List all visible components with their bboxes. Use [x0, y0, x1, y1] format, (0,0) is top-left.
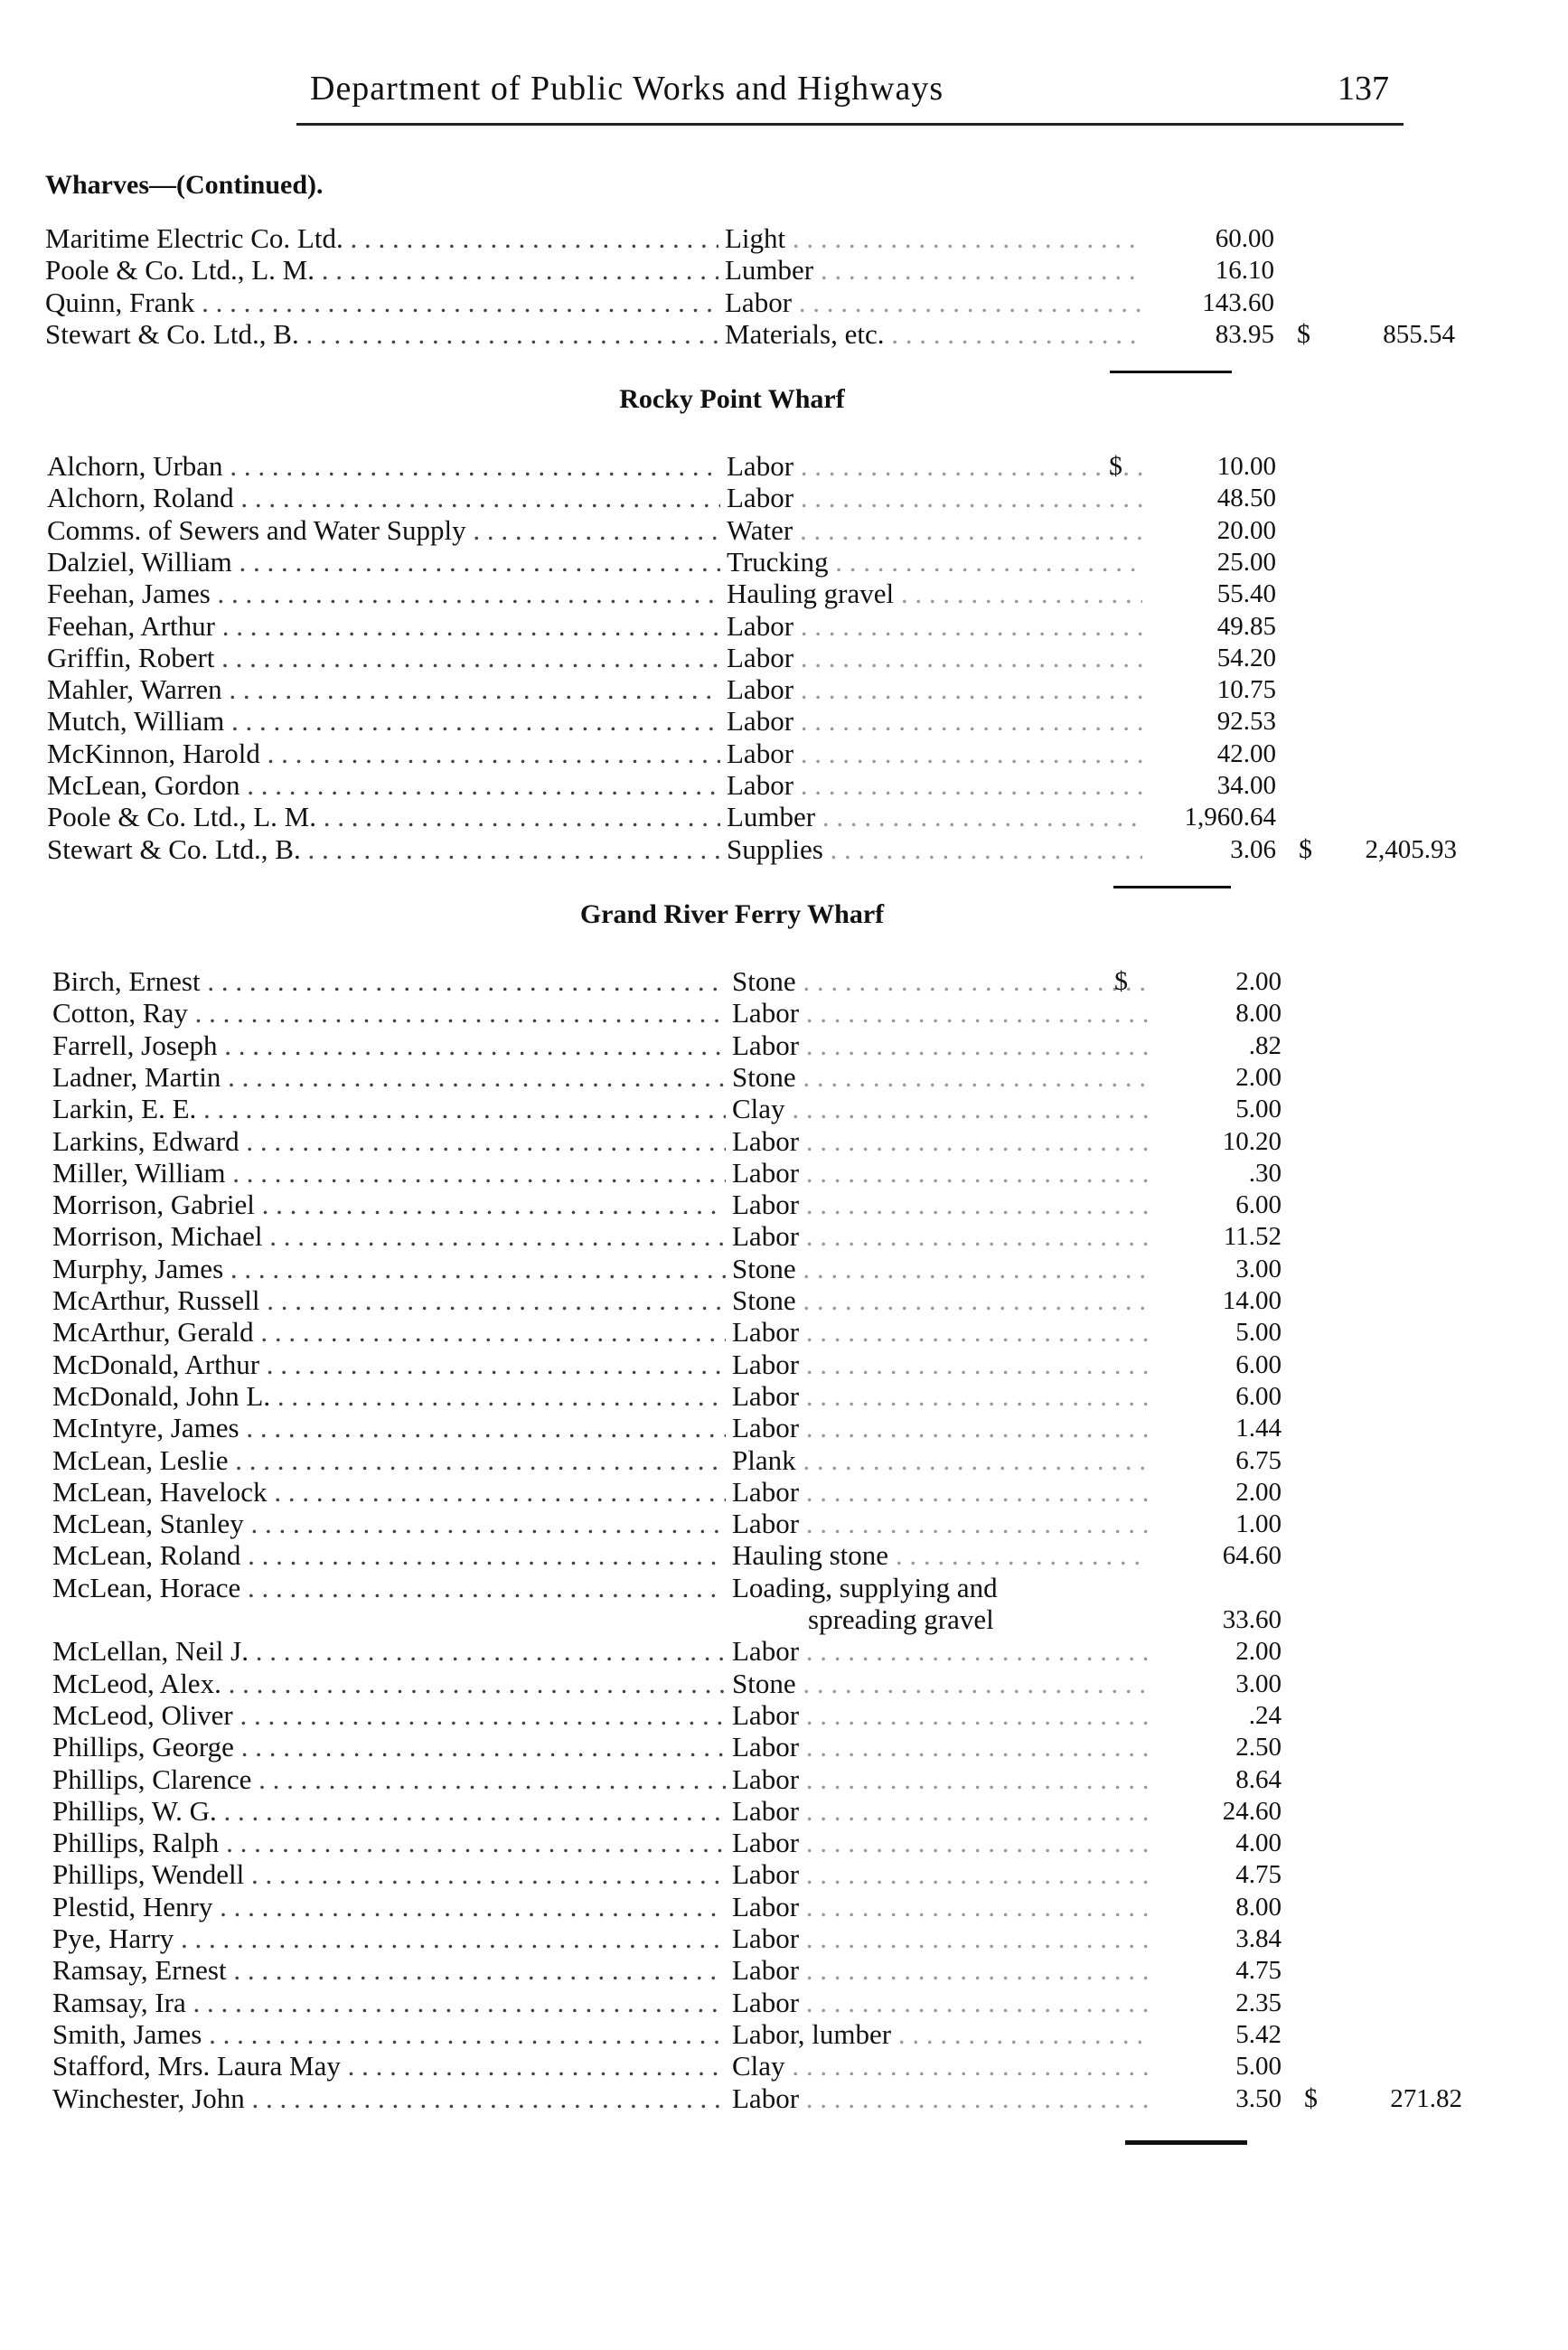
payee-name: Quinn, Frank . . .: [45, 287, 718, 319]
table-row: [52, 1539, 1426, 1572]
table-row: [52, 1635, 1426, 1668]
table-row: [47, 673, 1421, 706]
item-description: Labor . . .: [732, 1699, 1148, 1732]
amount-value: 6.00: [1235, 1381, 1282, 1411]
table-row: [45, 222, 1419, 255]
item-description: Labor . . .: [732, 1316, 1148, 1349]
payee-name: Ramsay, Ira . . .: [52, 1987, 726, 2019]
payee-name: McLeod, Alex. . . .: [52, 1668, 726, 1700]
amount-value: 16.10: [1215, 256, 1274, 286]
item-description: Labor . . .: [732, 2082, 1148, 2115]
table-row: [52, 1922, 1426, 1955]
amount-value: 1.44: [1235, 1414, 1282, 1443]
payee-name: Phillips, W. G. . . .: [52, 1795, 726, 1828]
amount-value: 92.53: [1216, 707, 1276, 737]
amount-value: 83.95: [1215, 319, 1274, 349]
payee-name: Poole & Co. Ltd., L. M. . . .: [45, 254, 718, 287]
payee-name: Comms. of Sewers and Water Supply . . .: [47, 514, 720, 547]
payee-name: Phillips, George . . .: [52, 1731, 726, 1763]
item-description: Trucking . . .: [727, 546, 1142, 578]
payee-name: McLean, Gordon . . .: [47, 769, 720, 802]
payee-name: Winchester, John . . .: [52, 2082, 726, 2115]
table-row: [52, 1061, 1426, 1094]
table-row: [45, 317, 1455, 351]
header-rule: [296, 123, 1404, 126]
table-row: [52, 1349, 1426, 1381]
item-description: Light . . .: [725, 222, 1141, 255]
currency-symbol: $: [1109, 451, 1122, 481]
payee-name: Maritime Electric Co. Ltd. . . .: [45, 222, 718, 255]
item-description: Hauling gravel . . .: [727, 578, 1142, 610]
item-description: Stone . . .: [732, 1061, 1148, 1094]
amount-value: 4.75: [1235, 1956, 1282, 1986]
table-row: [47, 832, 1457, 866]
payee-name: Feehan, Arthur . . .: [47, 610, 720, 643]
amount-value: 2.35: [1235, 1988, 1282, 2017]
item-description: Labor . . .: [732, 1029, 1148, 1062]
section-title-rocky-point: Rocky Point Wharf: [619, 384, 845, 414]
currency-symbol: $: [1304, 2082, 1318, 2113]
table-row: [47, 450, 1421, 483]
item-description: Clay . . .: [732, 1093, 1148, 1125]
item-description: Labor . . .: [732, 1349, 1148, 1381]
amount-value: 4.00: [1235, 1828, 1282, 1858]
amount-value: 6.00: [1235, 1349, 1282, 1379]
payee-name: Griffin, Robert . . .: [47, 642, 720, 674]
payee-name: McLeod, Oliver . . .: [52, 1699, 726, 1732]
amount-value: 64.60: [1222, 1541, 1282, 1571]
table-row: [52, 1253, 1426, 1285]
amount-value: 5.42: [1235, 2019, 1282, 2049]
amount-value: 5.00: [1235, 2052, 1282, 2082]
table-row: [52, 965, 1426, 998]
table-row: [52, 1029, 1426, 1062]
item-description: Lumber . . .: [725, 254, 1141, 287]
amount-value: 5.00: [1235, 1095, 1282, 1124]
section-title-grand-river: Grand River Ferry Wharf: [579, 899, 885, 929]
payee-name: McLean, Leslie . . .: [52, 1444, 726, 1477]
subtotal-rule: [1110, 371, 1232, 373]
item-description: Labor . . .: [732, 1827, 1148, 1859]
amount-value: 20.00: [1216, 515, 1276, 545]
table-row: [52, 1316, 1426, 1349]
payee-name: Plestid, Henry . . .: [52, 1891, 726, 1923]
amount-value: 2.50: [1235, 1733, 1282, 1762]
item-description: spreading gravel: [808, 1603, 994, 1635]
continued-heading: Wharves—(Continued).: [45, 170, 324, 200]
table-row: [52, 2082, 1462, 2115]
amount-value: 34.00: [1216, 771, 1276, 800]
table-row: [47, 482, 1421, 514]
item-description: Stone . . .: [732, 965, 1148, 998]
item-description: Labor . . .: [732, 1412, 1148, 1444]
item-description: Materials, etc. . . .: [725, 318, 1141, 351]
item-description: Labor . . .: [732, 1954, 1148, 1987]
item-description: Labor . . .: [732, 1858, 1148, 1891]
table-row: [52, 1476, 1426, 1509]
table-row: [52, 1891, 1426, 1923]
item-description: Supplies . . .: [727, 833, 1142, 866]
amount-value: 143.60: [1202, 287, 1274, 317]
item-description: Stone . . .: [732, 1668, 1148, 1700]
table-row: [52, 1093, 1426, 1125]
payee-name: Cotton, Ray . . .: [52, 997, 726, 1029]
item-description: Labor . . .: [727, 673, 1142, 706]
amount-value: 3.50: [1235, 2083, 1282, 2113]
table-row: [52, 1412, 1426, 1444]
item-description: Labor . . .: [732, 1125, 1148, 1158]
amount-value: 3.00: [1235, 1668, 1282, 1698]
payee-name: Morrison, Gabriel . . .: [52, 1189, 726, 1221]
table-row: [52, 1827, 1426, 1859]
amount-value: 2.00: [1235, 1477, 1282, 1507]
table-row: [52, 1380, 1426, 1413]
table-row: [52, 1987, 1426, 2019]
amount-value: 8.00: [1235, 999, 1282, 1029]
payee-name: Birch, Ernest . . .: [52, 965, 726, 998]
payee-name: Stewart & Co. Ltd., B. . . .: [47, 833, 720, 866]
payee-name: McLellan, Neil J. . . .: [52, 1635, 726, 1668]
payee-name: McKinnon, Harold . . .: [47, 738, 720, 770]
item-description: Labor . . .: [727, 642, 1142, 674]
amount-value: 48.50: [1216, 484, 1276, 513]
item-description: Water . . .: [727, 514, 1142, 547]
payee-name: McIntyre, James . . .: [52, 1412, 726, 1444]
currency-symbol: $: [1114, 966, 1128, 996]
payee-name: Murphy, James . . .: [52, 1253, 726, 1285]
amount-value: 14.00: [1222, 1286, 1282, 1315]
item-description: Labor . . .: [732, 1922, 1148, 1955]
payee-name: Morrison, Michael . . .: [52, 1220, 726, 1253]
table-row: [52, 1220, 1426, 1253]
amount-value: 6.75: [1235, 1445, 1282, 1475]
amount-value: 33.60: [1222, 1605, 1282, 1634]
table-row: [52, 1189, 1426, 1221]
payee-name: Dalziel, William . . .: [47, 546, 720, 578]
table-row: [52, 1731, 1426, 1763]
item-description: Labor . . .: [732, 997, 1148, 1029]
item-description: Clay . . .: [732, 2050, 1148, 2082]
payee-name: Mahler, Warren . . .: [47, 673, 720, 706]
table-row: [52, 1508, 1426, 1540]
amount-value: 2.00: [1235, 1062, 1282, 1092]
item-description: Stone . . .: [732, 1253, 1148, 1285]
payee-name: McArthur, Russell . . .: [52, 1284, 726, 1317]
item-description: Labor . . .: [727, 705, 1142, 738]
item-description: Labor . . .: [732, 1763, 1148, 1796]
item-description: Labor . . .: [727, 482, 1142, 514]
table-row: [47, 705, 1421, 738]
section-total: 2,405.93: [1365, 834, 1457, 864]
table-row: [47, 738, 1421, 770]
item-description: Labor . . .: [725, 287, 1141, 319]
table-row: [52, 1444, 1426, 1477]
amount-value: 3.06: [1230, 834, 1276, 864]
table-row: [47, 546, 1421, 578]
page-header: [0, 69, 1568, 123]
item-description: Plank . . .: [732, 1444, 1148, 1477]
table-row: [47, 578, 1421, 610]
payee-name: McLean, Havelock . . .: [52, 1476, 726, 1509]
payee-name: Poole & Co. Ltd., L. M. . . .: [47, 801, 720, 833]
amount-value: .24: [1248, 1700, 1282, 1730]
payee-name: Ladner, Martin . . .: [52, 1061, 726, 1094]
amount-value: 10.20: [1222, 1126, 1282, 1156]
item-description: Labor . . .: [727, 769, 1142, 802]
amount-value: 2.00: [1235, 967, 1282, 996]
item-description: Labor . . .: [732, 1508, 1148, 1540]
table-row: [52, 2018, 1426, 2051]
amount-value: 5.00: [1235, 1318, 1282, 1348]
currency-symbol: $: [1299, 833, 1312, 864]
item-description: Lumber . . .: [727, 801, 1142, 833]
item-description: Labor, lumber . . .: [732, 2018, 1148, 2051]
amount-value: 2.00: [1235, 1637, 1282, 1667]
amount-value: 24.60: [1222, 1796, 1282, 1826]
table-row: [47, 801, 1421, 833]
table-row: [52, 2050, 1426, 2082]
amount-value: 8.64: [1235, 1764, 1282, 1794]
item-description: Stone . . .: [732, 1284, 1148, 1317]
item-description: Labor . . .: [732, 1220, 1148, 1253]
amount-value: 55.40: [1216, 579, 1276, 609]
payee-name: Feehan, James . . .: [47, 578, 720, 610]
item-description: Labor . . .: [732, 1189, 1148, 1221]
amount-value: .82: [1248, 1030, 1282, 1060]
page-number: 137: [1338, 70, 1389, 108]
section-total: 855.54: [1383, 319, 1455, 349]
payee-name: Phillips, Ralph . . .: [52, 1827, 726, 1859]
amount-value: 6.00: [1235, 1190, 1282, 1220]
table-row: [52, 1157, 1426, 1189]
table-row: [52, 1668, 1426, 1700]
payee-name: Pye, Harry . . .: [52, 1922, 726, 1955]
page-title: Department of Public Works and Highways: [310, 70, 944, 108]
table-row: [45, 287, 1419, 319]
table-row: [52, 1954, 1426, 1987]
item-description: Labor . . .: [727, 610, 1142, 643]
subtotal-rule: [1113, 886, 1231, 888]
item-description: Labor . . .: [727, 738, 1142, 770]
table-row: [52, 997, 1426, 1029]
payee-name: Phillips, Wendell . . .: [52, 1858, 726, 1891]
amount-value: 8.00: [1235, 1892, 1282, 1922]
payee-name: Smith, James . . .: [52, 2018, 726, 2051]
payee-name: Phillips, Clarence . . .: [52, 1763, 726, 1796]
payee-name: McLean, Roland . . .: [52, 1539, 726, 1572]
amount-value: 10.00: [1216, 452, 1276, 481]
table-row: [52, 1699, 1426, 1732]
table-row: [52, 1284, 1426, 1317]
payee-name: Stafford, Mrs. Laura May . . .: [52, 2050, 726, 2082]
item-description: Hauling stone . . .: [732, 1539, 1148, 1572]
table-row: [52, 1125, 1426, 1158]
amount-value: 11.52: [1223, 1222, 1282, 1252]
payee-name: Larkins, Edward . . .: [52, 1125, 726, 1158]
table-row: [45, 254, 1419, 287]
payee-name: McDonald, John L. . . .: [52, 1380, 726, 1413]
payee-name: Farrell, Joseph . . .: [52, 1029, 726, 1062]
amount-value: 25.00: [1216, 547, 1276, 577]
amount-value: 4.75: [1235, 1860, 1282, 1890]
amount-value: 54.20: [1216, 643, 1276, 672]
table-row: [52, 1763, 1426, 1796]
payee-name: Alchorn, Roland . . .: [47, 482, 720, 514]
item-description: Labor . . .: [732, 1891, 1148, 1923]
item-description: Labor . . .: [732, 1731, 1148, 1763]
item-description: Labor . . .: [732, 1476, 1148, 1509]
payee-name: McLean, Stanley . . .: [52, 1508, 726, 1540]
amount-value: 60.00: [1215, 224, 1274, 253]
payee-name: McArthur, Gerald . . .: [52, 1316, 726, 1349]
item-description: Labor . . .: [732, 1380, 1148, 1413]
payee-name: Larkin, E. E. . . .: [52, 1093, 726, 1125]
amount-value: 49.85: [1216, 611, 1276, 641]
payee-name: Stewart & Co. Ltd., B. . . .: [45, 318, 718, 351]
subtotal-rule: [1125, 2140, 1247, 2145]
payee-name: Alchorn, Urban . . .: [47, 450, 720, 483]
item-description: Labor . . .: [732, 1795, 1148, 1828]
amount-value: 42.00: [1216, 738, 1276, 768]
section-total: 271.82: [1390, 2083, 1462, 2113]
payee-name: Ramsay, Ernest . . .: [52, 1954, 726, 1987]
amount-value: 1.00: [1235, 1509, 1282, 1539]
amount-value: 3.84: [1235, 1924, 1282, 1953]
amount-value: 1,960.64: [1184, 803, 1276, 832]
item-description: Labor . . .: [732, 1157, 1148, 1189]
payee-name: McLean, Horace . . .: [52, 1572, 726, 1604]
payee-name: Mutch, William . . .: [47, 705, 720, 738]
currency-symbol: $: [1297, 318, 1310, 349]
payee-name: Miller, William . . .: [52, 1157, 726, 1189]
item-description: Loading, supplying and: [732, 1571, 998, 1603]
table-row: [47, 769, 1421, 802]
amount-value: .30: [1248, 1158, 1282, 1188]
table-row: [52, 1795, 1426, 1828]
table-row: [47, 514, 1421, 547]
table-row: [52, 1572, 1426, 1604]
amount-value: 3.00: [1235, 1254, 1282, 1283]
item-description: Labor . . .: [732, 1635, 1148, 1668]
amount-value: 10.75: [1216, 675, 1276, 705]
item-description: Labor . . .: [732, 1987, 1148, 2019]
table-row: [47, 610, 1421, 643]
table-row: [52, 1603, 1426, 1636]
table-row: [52, 1858, 1426, 1891]
payee-name: McDonald, Arthur . . .: [52, 1349, 726, 1381]
item-description: Labor . . .: [727, 450, 1142, 483]
table-row: [47, 642, 1421, 674]
